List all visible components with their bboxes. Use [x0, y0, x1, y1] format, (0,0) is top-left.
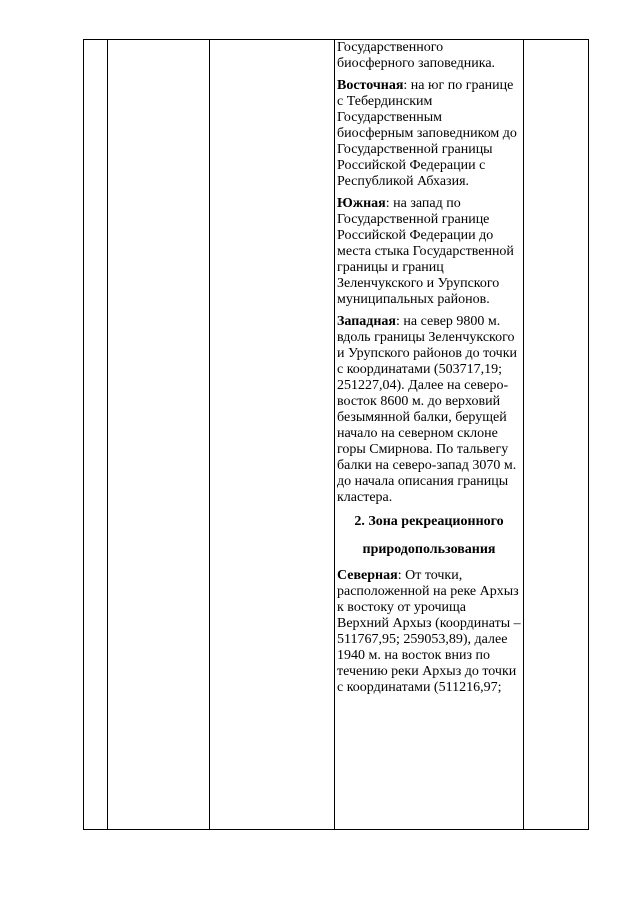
east-boundary-text: : на юг по границе с Тебердинским Государственным биосферным заповедником до Государственной границы Российской Федерации с Республикой Абхазия.	[337, 78, 517, 189]
east-boundary-paragraph	[337, 78, 521, 190]
boundary-table	[83, 39, 589, 830]
zone-heading-line2: природопользования	[362, 542, 496, 557]
south-boundary-paragraph	[337, 196, 521, 308]
south-boundary-text: : на запад по Государственной границе Российской Федерации до места стыка Государственной границы и границ Зеленчукского и Урупского муниципальных районов.	[337, 196, 514, 307]
south-boundary-label: Южная	[337, 196, 386, 211]
notes-cell	[524, 40, 589, 830]
north-boundary-paragraph	[337, 568, 521, 696]
west-boundary-label: Западная	[337, 314, 396, 329]
zone-heading-line1: 2. Зона рекреационного	[354, 514, 504, 529]
west-boundary-paragraph	[337, 314, 521, 506]
boundary-description-cell	[335, 40, 524, 830]
north-boundary-label: Северная	[337, 568, 398, 583]
location-cell	[210, 40, 335, 830]
number-cell	[84, 40, 108, 830]
table-row	[84, 40, 589, 830]
west-boundary-text: : на север 9800 м. вдоль границы Зеленчукского и Урупского районов до точки с координатами (503717,19; 251227,04). Далее на северо-восток 8600 м. до верховий безымянной балки, берущей начало на северном склоне горы Смирнова. По тальвегу балки на северо-запад 3070 м. до начала описания границы кластера.	[337, 314, 518, 505]
north-boundary-text: : От точки, расположенной на реке Архыз к востоку от урочища Верхний Архыз (координаты – 511767,95; 259053,89), далее 1940 м. на восток вниз по течению реки Архыз до точки с координатами (511216,97;	[337, 568, 521, 695]
name-cell	[108, 40, 210, 830]
continuation-paragraph: Государственного биосферного заповедника.	[337, 40, 496, 71]
east-boundary-label: Восточная	[337, 78, 404, 93]
